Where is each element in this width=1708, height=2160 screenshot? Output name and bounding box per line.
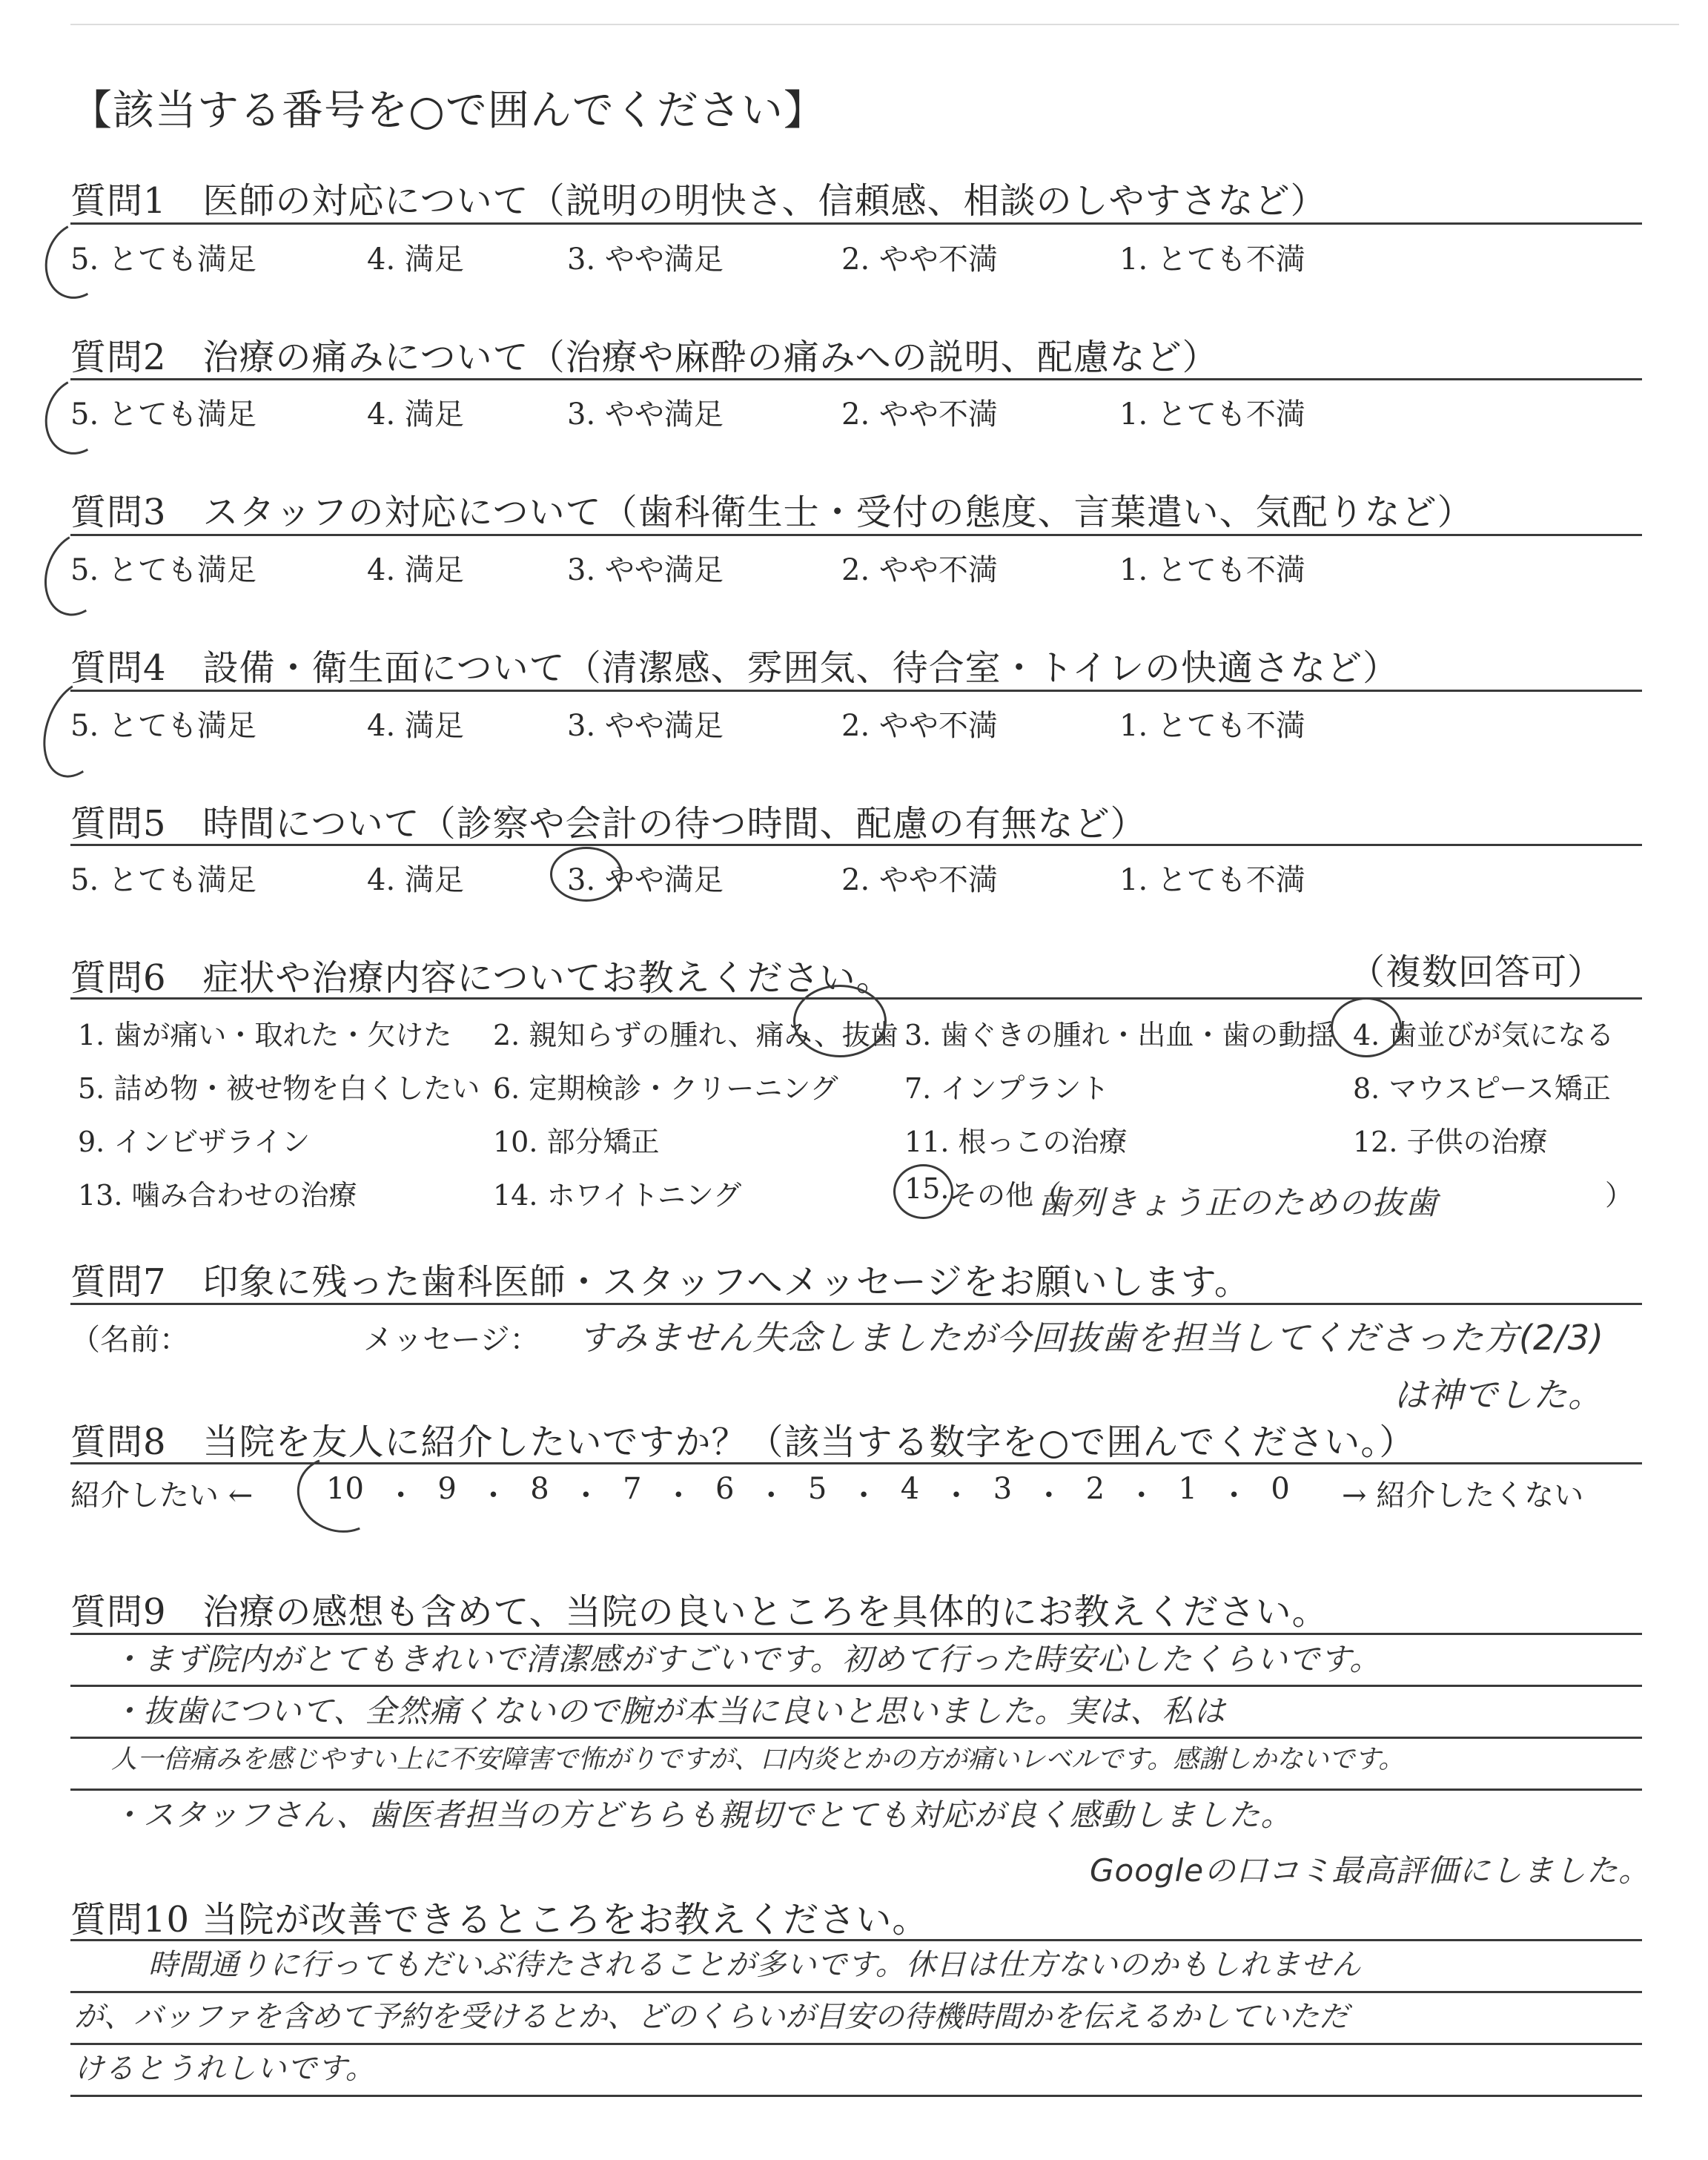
page-title: 【該当する番号を○で囲んでください】 [70,87,826,135]
q2-option-1[interactable]: 1. とても不満 [1119,397,1305,432]
q8-sep: ・ [1219,1479,1249,1513]
q9-answer-line-5: Googleの口コミ最高評価にしました。 [1090,1852,1651,1889]
q5-option-3[interactable]: 3. やや満足 [567,863,724,897]
q6-item-13[interactable]: 13. 噛み合わせの治療 [78,1179,357,1212]
rule-q4 [70,690,1642,692]
question-5-title: 質問5 時間について（診察や会計の待つ時間、配慮の有無など） [70,803,1147,845]
q2-option-4[interactable]: 4. 満足 [367,397,464,432]
q8-score-6[interactable]: 6 [715,1472,735,1506]
q1-selection-circle [34,212,121,308]
q8-sep: ・ [941,1479,971,1513]
q3-option-2[interactable]: 2. やや不満 [841,553,998,587]
question-9-title: 質問9 治療の感想も含めて、当院の良いところを具体的にお教えください。 [70,1591,1328,1633]
question-10-title: 質問10 当院が改善できるところをお教えください。 [70,1899,929,1941]
q10-answer-line-3: けるとうれしいです。 [74,2052,376,2086]
q8-sep: ・ [1126,1479,1156,1513]
q8-sep: ・ [385,1479,416,1513]
q1-option-5[interactable]: 5. とても満足 [70,242,256,277]
top-border [70,24,1679,25]
q8-sep: ・ [478,1479,509,1513]
question-1-title: 質問1 医師の対応について（説明の明快さ、信頼感、相談のしやすさなど） [70,180,1327,222]
q8-sep: ・ [663,1479,694,1513]
q5-selection-circle [550,847,623,902]
q8-sep: ・ [1033,1479,1064,1513]
rule-q5 [70,844,1642,846]
q7-message-line-2: は神でした。 [1394,1375,1603,1415]
q3-option-4[interactable]: 4. 満足 [367,553,464,587]
q8-score-7[interactable]: 7 [623,1472,642,1506]
q8-score-9[interactable]: 9 [437,1472,457,1506]
question-4-title: 質問4 設備・衛生面について（清潔感、雰囲気、待合室・トイレの快適さなど） [70,647,1400,689]
q9-answer-line-4: ・スタッフさん、歯医者担当の方どちらも親切でとても対応が良く感動しました。 [111,1797,1293,1833]
question-2-title: 質問2 治療の痛みについて（治療や麻酔の痛みへの説明、配慮など） [70,337,1219,378]
q8-left-label: 紹介したい ← [70,1479,254,1513]
q6-item-1[interactable]: 1. 歯が痛い・取れた・欠けた [78,1019,452,1051]
q8-score-10[interactable]: 10 [326,1472,364,1506]
q6-other-close-paren: ） [1605,1179,1634,1212]
q3-option-1[interactable]: 1. とても不満 [1119,553,1305,587]
q5-option-2[interactable]: 2. やや不満 [841,863,998,897]
q7-message-line-1: すみません失念しましたが今回抜歯を担当してくださった方(2/3) [578,1318,1604,1358]
q5-option-1[interactable]: 1. とても不満 [1119,863,1305,897]
q1-option-2[interactable]: 2. やや不満 [841,242,998,277]
q9-answer-line-3: 人一倍痛みを感じやすい上に不安障害で怖がりですが、口内炎とかの方が痛いレベルです。感謝しかないです。 [111,1745,1405,1774]
q4-option-1[interactable]: 1. とても不満 [1119,709,1305,743]
q3-selection-circle [33,523,122,625]
rule-q10-4 [70,2095,1642,2097]
q6-other-handwritten: 歯列きょう正のための抜歯 [1038,1184,1438,1222]
q8-score-8[interactable]: 8 [530,1472,549,1506]
q7-name-label: （名前： [70,1323,189,1357]
q10-answer-line-1: 時間通りに行ってもだいぶ待たされることが多いです。休日は仕方ないのかもしれません [148,1948,1362,1982]
q8-score-5[interactable]: 5 [807,1472,827,1506]
q2-option-3[interactable]: 3. やや満足 [567,397,724,432]
q4-option-5[interactable]: 5. とても満足 [70,709,256,743]
q5-option-4[interactable]: 4. 満足 [367,863,464,897]
question-7-title: 質問7 印象に残った歯科医師・スタッフへメッセージをお願いします。 [70,1261,1251,1303]
q8-score-1[interactable]: 1 [1178,1472,1197,1506]
rule-q8 [70,1462,1642,1464]
q3-option-5[interactable]: 5. とても満足 [70,553,256,587]
q9-answer-line-1: ・まず院内がとてもきれいで清潔感がすごいです。初めて行った時安心したくらいです。 [111,1641,1382,1677]
q6-item-4-selection-circle [1331,997,1402,1057]
q9-answer-line-2: ・抜歯について、全然痛くないので腕が本当に良いと思いました。実は、私は [111,1693,1226,1729]
q6-item-7[interactable]: 7. インプラント [904,1072,1110,1105]
q6-item-4[interactable]: 4. 歯並びが気になる [1353,1019,1615,1051]
question-8-title: 質問8 当院を友人に紹介したいですか？（該当する数字を○で囲んでください。） [70,1421,1416,1463]
q6-item-12[interactable]: 12. 子供の治療 [1353,1126,1548,1158]
q2-option-5[interactable]: 5. とても満足 [70,397,256,432]
q6-item-6[interactable]: 6. 定期検診・クリーニング [493,1072,838,1105]
q8-sep: ・ [849,1479,879,1513]
q8-score-3[interactable]: 3 [993,1472,1013,1506]
question-6-title: 質問6 症状や治療内容についてお教えください。 [70,957,893,999]
rule-q7 [70,1303,1642,1305]
q8-rating-scale [326,1472,1290,1514]
q7-message-label: メッセージ： [363,1323,540,1357]
q6-item-8[interactable]: 8. マウスピース矯正 [1353,1072,1611,1105]
q8-sep: ・ [756,1479,787,1513]
q6-item-15-label: その他（ [949,1179,1062,1212]
q4-option-2[interactable]: 2. やや不満 [841,709,998,743]
q1-option-1[interactable]: 1. とても不満 [1119,242,1305,277]
q8-right-label: → 紹介したくない [1342,1479,1584,1513]
q4-option-3[interactable]: 3. やや満足 [567,709,724,743]
q3-option-3[interactable]: 3. やや満足 [567,553,724,587]
q6-item-10[interactable]: 10. 部分矯正 [493,1126,660,1158]
q6-item-15-selection-circle [893,1164,953,1219]
q6-item-11[interactable]: 11. 根っこの治療 [904,1126,1128,1158]
q1-option-4[interactable]: 4. 満足 [367,242,464,277]
q6-item-2[interactable]: 2. 親知らずの腫れ、痛み、抜歯 [493,1019,898,1051]
q8-score-0[interactable]: 0 [1271,1472,1290,1506]
q5-option-5[interactable]: 5. とても満足 [70,863,256,897]
q8-sep: ・ [571,1479,601,1513]
q8-score-2[interactable]: 2 [1085,1472,1105,1506]
q6-item-9[interactable]: 9. インビザライン [78,1126,311,1158]
q6-item-5[interactable]: 5. 詰め物・被せ物を白くしたい [78,1072,480,1105]
q8-score-4[interactable]: 4 [900,1472,920,1506]
rule-q2 [70,378,1642,380]
rule-q1 [70,222,1642,225]
q6-item-15-number[interactable]: 15. [904,1172,950,1205]
q2-option-2[interactable]: 2. やや不満 [841,397,998,432]
q10-answer-line-2: が、バッファを含めて予約を受けるとか、どのくらいが目安の待機時間かを伝えるかしていただ [74,2000,1349,2034]
question-3-title: 質問3 スタッフの対応について（歯科衛生士・受付の態度、言葉遣い、気配りなど） [70,492,1474,533]
q6-multiple-note: （複数回答可） [1349,951,1604,993]
q6-item-3[interactable]: 3. 歯ぐきの腫れ・出血・歯の動揺 [904,1019,1335,1051]
q4-option-4[interactable]: 4. 満足 [367,709,464,743]
q1-option-3[interactable]: 3. やや満足 [567,242,724,277]
rule-q3 [70,534,1642,536]
q2-selection-circle [34,368,121,463]
q6-item-14[interactable]: 14. ホワイトニング [493,1179,742,1212]
q6-item-2-selection-circle [793,985,887,1057]
